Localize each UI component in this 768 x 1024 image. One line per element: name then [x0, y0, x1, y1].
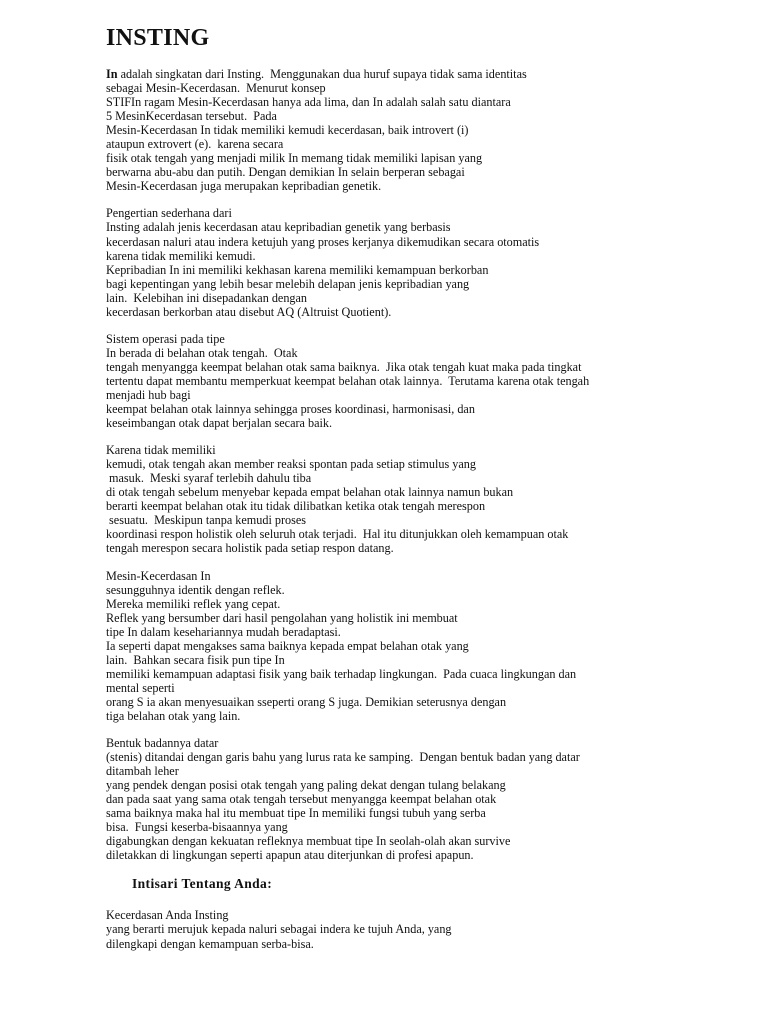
paragraph-line: fisik otak tengah yang menjadi milik In memang tidak memiliki lapisan yang	[106, 151, 483, 166]
paragraph-line: In berada di belahan otak tengah. Otak	[106, 345, 298, 360]
paragraph-line: tipe In dalam kesehariannya mudah beradaptasi.	[106, 624, 341, 639]
paragraph-line: masuk. Meski syaraf terlebih dahulu tiba	[106, 471, 312, 486]
paragraph-line	[106, 67, 746, 81]
paragraph-line: Sistem operasi pada tipe	[106, 331, 225, 346]
paragraph-line: Mesin-Kecerdasan juga merupakan kepribadian genetik.	[106, 179, 382, 194]
paragraph-line: yang pendek dengan posisi otak tengah yang paling dekat dengan tulang belakang	[106, 778, 506, 793]
paragraph-definition	[106, 206, 746, 318]
paragraph-line: di otak tengah sebelum menyebar kepada empat belahan otak lainnya namun bukan	[106, 485, 514, 500]
paragraph-line: dan pada saat yang sama otak tengah tersebut menyangga keempat belahan otak	[106, 792, 497, 807]
paragraph-intro	[106, 67, 746, 193]
paragraph-line: mental seperti	[106, 680, 175, 695]
paragraph-line: Mereka memiliki reflek yang cepat.	[106, 596, 281, 611]
paragraph-line: bagi kepentingan yang lebih besar melebih delapan jenis kepribadian yang	[106, 276, 470, 291]
paragraph-no-steering	[106, 443, 746, 555]
paragraph-summary	[106, 908, 746, 950]
paragraph-line: keseimbangan otak dapat berjalan secara baik.	[106, 416, 333, 431]
paragraph-line: ditambah leher	[106, 764, 179, 779]
paragraph-reflex	[106, 569, 746, 724]
paragraph-line: Kecerdasan Anda Insting	[106, 908, 229, 923]
paragraph-line: kecerdasan naluri atau indera ketujuh yang proses kerjanya dikemudikan secara otomatis	[106, 234, 540, 249]
paragraph-line: tertentu dapat membantu memperkuat keempat belahan otak lainnya. Terutama karena otak tengah	[106, 373, 590, 388]
paragraph-line: sebagai Mesin-Kecerdasan. Menurut konsep	[106, 81, 326, 96]
paragraph-line: berarti keempat belahan otak itu tidak dilibatkan ketika otak tengah merespon	[106, 499, 486, 514]
paragraph-line: tengah merespon secara holistik pada setiap respon datang.	[106, 541, 394, 556]
paragraph-line: Mesin-Kecerdasan In	[106, 568, 211, 583]
bold-lead-term: In	[106, 67, 118, 81]
paragraph-line: menjadi hub bagi	[106, 387, 191, 402]
paragraph-line: bisa. Fungsi keserba-bisaannya yang	[106, 820, 288, 835]
paragraph-line: memiliki kemampuan adaptasi fisik yang baik terhadap lingkungan. Pada cuaca lingkungan dan	[106, 666, 577, 681]
paragraph-line: tengah menyangga keempat belahan otak sama baiknya. Jika otak tengah kuat maka pada tingkat	[106, 359, 582, 374]
paragraph-line: orang S ia akan menyesuaikan sseperti orang S juga. Demikian seterusnya dengan	[106, 694, 507, 709]
paragraph-line: 5 MesinKecerdasan tersebut. Pada	[106, 109, 277, 124]
paragraph-line: digabungkan dengan kekuatan refleknya membuat tipe In seolah-olah akan survive	[106, 834, 511, 849]
section-heading: Intisari Tentang Anda:	[132, 876, 273, 892]
page-title: INSTING	[106, 25, 210, 51]
paragraph-line: dilengkapi dengan kemampuan serba-bisa.	[106, 936, 314, 951]
paragraph-line: kecerdasan berkorban atau disebut AQ (Altruist Quotient).	[106, 304, 392, 319]
paragraph-line: koordinasi respon holistik oleh seluruh otak terjadi. Hal itu ditunjukkan oleh kemampuan otak	[106, 527, 569, 542]
paragraph-line: diletakkan di lingkungan seperti apapun atau diterjunkan di profesi apapun.	[106, 848, 474, 863]
paragraph-line: keempat belahan otak lainnya sehingga proses koordinasi, harmonisasi, dan	[106, 402, 475, 417]
paragraph-line: Bentuk badannya datar	[106, 736, 219, 751]
paragraph-line: Karena tidak memiliki	[106, 443, 216, 458]
paragraph-line: Reflek yang bersumber dari hasil pengolahan yang holistik ini membuat	[106, 610, 458, 625]
paragraph-line: Kepribadian In ini memiliki kekhasan karena memiliki kemampuan berkorban	[106, 262, 489, 277]
paragraph-line: berwarna abu-abu dan putih. Dengan demikian In selain berperan sebagai	[106, 165, 465, 180]
paragraph-line: ataupun extrovert (e). karena secara	[106, 137, 284, 152]
paragraph-line: (stenis) ditandai dengan garis bahu yang lurus rata ke samping. Dengan bentuk badan yang datar	[106, 750, 580, 765]
paragraph-line: kemudi, otak tengah akan member reaksi spontan pada setiap stimulus yang	[106, 457, 476, 472]
paragraph-line: Mesin-Kecerdasan In tidak memiliki kemudi kecerdasan, baik introvert (i)	[106, 123, 469, 138]
paragraph-line: tiga belahan otak yang lain.	[106, 708, 241, 723]
paragraph-line: lain. Bahkan secara fisik pun tipe In	[106, 652, 285, 667]
paragraph-line: Insting adalah jenis kecerdasan atau kepribadian genetik yang berbasis	[106, 220, 451, 235]
paragraph-operating-system	[106, 332, 746, 430]
paragraph-line: sama baiknya maka hal itu membuat tipe In memiliki fungsi tubuh yang serba	[106, 806, 486, 821]
paragraph-line: karena tidak memiliki kemudi.	[106, 248, 256, 263]
document-page	[106, 24, 746, 964]
paragraph-line: Ia seperti dapat mengakses sama baiknya kepada empat belahan otak yang	[106, 638, 469, 653]
line-text: adalah singkatan dari Insting. Menggunakan dua huruf supaya tidak sama identitas	[117, 67, 527, 81]
paragraph-line: STIFIn ragam Mesin-Kecerdasan hanya ada lima, dan In adalah salah satu diantara	[106, 95, 511, 110]
paragraph-line: sesuatu. Meskipun tanpa kemudi proses	[106, 513, 307, 528]
paragraph-line: sesungguhnya identik dengan reflek.	[106, 582, 285, 597]
paragraph-line: yang berarti merujuk kepada naluri sebagai indera ke tujuh Anda, yang	[106, 922, 452, 937]
paragraph-body-shape	[106, 736, 746, 862]
paragraph-line: Pengertian sederhana dari	[106, 206, 232, 221]
paragraph-line: lain. Kelebihan ini disepadankan dengan	[106, 290, 308, 305]
